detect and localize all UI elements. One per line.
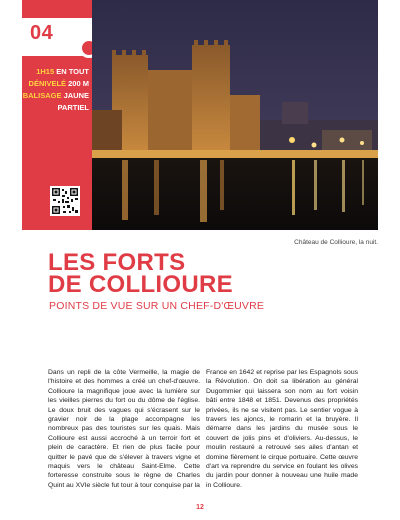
markings-line [22,90,92,114]
elevation-value: 200 M [68,79,89,88]
page-subtitle: POINTS DE VUE SUR UN CHEF-D'ŒUVRE [49,300,265,312]
body-text-left-column: Dans un repli de la côte Vermeille, la magie de l'histoire et des hommes a créé un chef-d'œuvre. Collioure la magnifique joue avec la lumière sur les vieilles pierres du fort ou du dôme de l'église. Le doux bruit des vagues qui s'écrasent sur le gravier noir de la plage accompagne les nombreux pas des touristes sur les quais. Mais Collioure est aussi accroché à un terroir fort et plein de caractère. Et rien de plus facile pour quitter le pavé que de s'élever à travers vigne et maquis vers le château Saint-Elme. Cette forteresse construite sous le règne de Charles Quint au XVIe siècle fut tour à tour conquise par la [48,369,200,489]
route-info [22,66,92,114]
elevation-line [22,78,92,90]
duration-label: EN TOUT [56,67,89,76]
markings-value: JAUNE PARTIEL [57,91,89,112]
photo-caption: Château de Collioure, la nuit. [294,239,378,246]
title-line-1: LES FORTS [48,249,186,276]
body-text-right-column: France en 1642 et reprise par les Espagnols sous la Révolution. On doit sa libération au général Dugommier qui laissera son nom au fort voisin bâti entre 1848 et 1851. Devenus des propriétés privées, ils ne se visitent pas. Le sentier vogue à travers les ajoncs, le romarin et la bruyère. Il démarre dans les jardins du musée sous le couvert de jolis pins et d'oliviers. Au-dessus, le moulin restauré a retrouvé ses ailes d'antan et domine fièrement le cirque portuaire. Cette œuvre d'art va reprendre du service en foulant les olives du jardin pour donner à nouveau une huile made in Collioure. [206,369,358,489]
castle-night-photo [92,0,378,230]
duration-line [22,66,92,78]
title-line-2: DE COLLIOURE [48,271,233,298]
chapter-number: 04 [30,22,54,44]
duration-value: 1H15 [36,67,55,76]
markings-label: BALISAGE [22,91,62,100]
page-title [48,249,233,298]
qr-code-icon[interactable] [50,186,80,216]
elevation-label: DÉNIVELÉ [28,79,67,88]
page-number: 12 [196,504,204,511]
